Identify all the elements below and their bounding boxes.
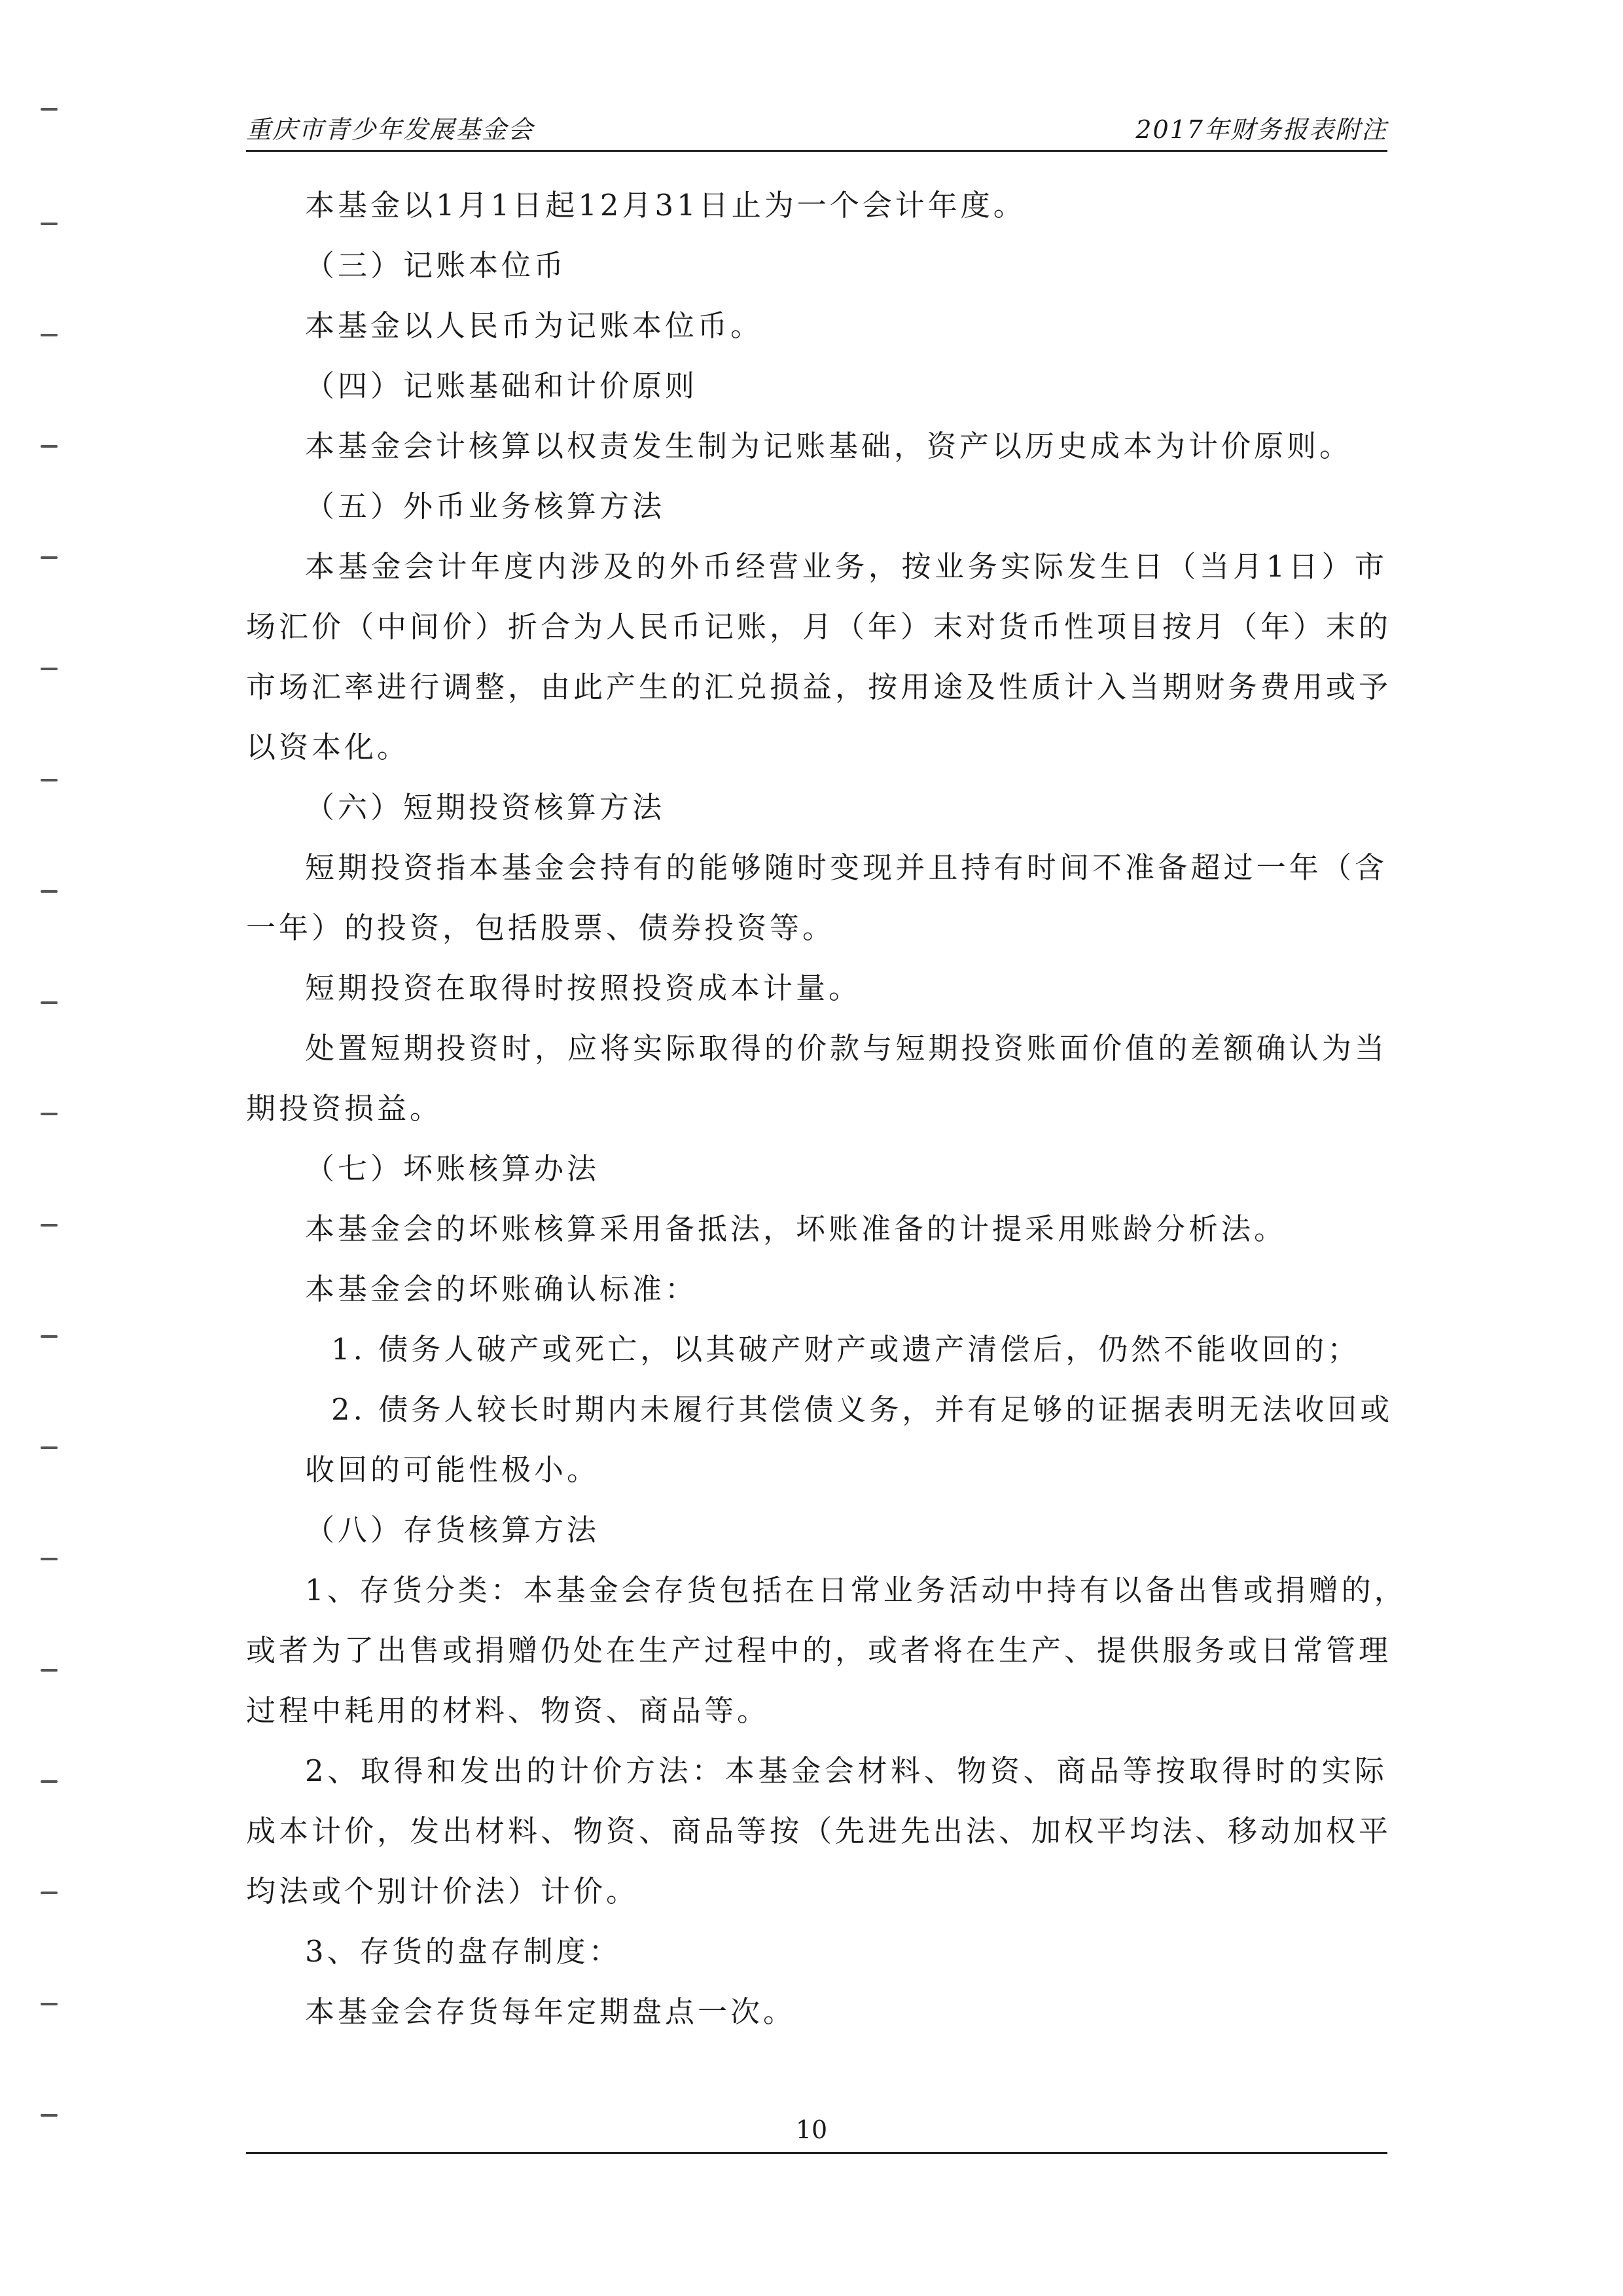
section-heading: （八）存货核算方法: [305, 1513, 600, 1547]
binding-mark: [41, 1558, 58, 1560]
paragraph-line: 处置短期投资时，应将实际取得的价款与短期投资账面价值的差额确认为当: [305, 1031, 1387, 1066]
binding-mark: [41, 556, 58, 559]
binding-mark: [41, 1669, 58, 1672]
binding-mark: [41, 1113, 58, 1115]
paragraph-line: 以资本化。: [246, 730, 410, 764]
binding-mark: [41, 445, 58, 448]
paragraph-line: 1、存货分类：本基金会存货包括在日常业务活动中持有以备出售或捐赠的，: [305, 1573, 1407, 1607]
list-item: 1. 债务人破产或死亡，以其破产财产或遗产清偿后，仍然不能收回的；: [331, 1332, 1361, 1367]
paragraph-line: 2、取得和发出的计价方法：本基金会材料、物资、商品等按取得时的实际: [305, 1753, 1387, 1788]
binding-mark: [41, 334, 58, 336]
binding-mark: [41, 108, 58, 111]
paragraph-line: 本基金会计年度内涉及的外币经营业务，按业务实际发生日（当月1日）市: [305, 549, 1387, 584]
binding-mark: [41, 223, 58, 225]
binding-mark: [41, 779, 58, 781]
paragraph-line: 本基金会存货每年定期盘点一次。: [305, 1994, 796, 2029]
footer-rule: [246, 2152, 1387, 2154]
section-heading: （七）坏账核算办法: [305, 1151, 600, 1186]
paragraph-line: 过程中耗用的材料、物资、商品等。: [246, 1693, 770, 1728]
paragraph-line: 本基金会的坏账核算采用备抵法，坏账准备的计提采用账龄分析法。: [305, 1211, 1287, 1246]
section-heading: （五）外币业务核算方法: [305, 489, 666, 524]
binding-hole-marks: [0, 0, 79, 2296]
binding-mark: [41, 1446, 58, 1449]
paragraph-line: 一年）的投资，包括股票、债券投资等。: [246, 910, 836, 945]
header-rule: [246, 150, 1387, 152]
list-item: 2. 债务人较长时期内未履行其偿债义务，并有足够的证据表明无法收回或: [331, 1392, 1393, 1427]
section-heading: （六）短期投资核算方法: [305, 790, 666, 825]
paragraph-line: 市场汇率进行调整，由此产生的汇兑损益，按用途及性质计入当期财务费用或予: [246, 670, 1392, 704]
header-report-title: 2017年财务报表附注: [1135, 115, 1387, 144]
paragraph-line: 3、存货的盘存制度：: [305, 1934, 622, 1969]
paragraph-line: 成本计价，发出材料、物资、商品等按（先进先出法、加权平均法、移动加权平: [246, 1814, 1392, 1848]
paragraph-line: 本基金以人民币为记账本位币。: [305, 308, 764, 343]
paragraph-line: 本基金会计核算以权责发生制为记账基础，资产以历史成本为计价原则。: [305, 429, 1353, 463]
paragraph-line: 短期投资在取得时按照投资成本计量。: [305, 971, 862, 1005]
section-heading: （三）记账本位币: [305, 248, 567, 283]
binding-mark: [41, 2003, 58, 2005]
binding-mark: [41, 1780, 58, 1783]
paragraph-line: 本基金会的坏账确认标准：: [305, 1272, 698, 1306]
paragraph-line: 本基金以1月1日起12月31日止为一个会计年度。: [305, 188, 1026, 223]
page-header: [246, 113, 1387, 152]
page-number: 10: [795, 2115, 828, 2144]
list-item: 收回的可能性极小。: [305, 1452, 600, 1487]
paragraph-line: 短期投资指本基金会持有的能够随时变现并且持有时间不准备超过一年（含: [305, 850, 1387, 885]
header-organization: 重庆市青少年发展基金会: [246, 115, 535, 144]
binding-mark: [41, 1224, 58, 1227]
binding-mark: [41, 890, 58, 893]
binding-mark: [41, 668, 58, 670]
binding-mark: [41, 1001, 58, 1004]
paragraph-line: 均法或个别计价法）计价。: [246, 1874, 639, 1909]
paragraph-line: 场汇价（中间价）折合为人民币记账，月（年）末对货币性项目按月（年）末的: [246, 609, 1392, 644]
section-heading: （四）记账基础和计价原则: [305, 368, 698, 403]
document-body: [246, 175, 1407, 2042]
binding-mark: [41, 1892, 58, 1894]
paragraph-line: 或者为了出售或捐赠仍处在生产过程中的，或者将在生产、提供服务或日常管理: [246, 1633, 1392, 1668]
paragraph-line: 期投资损益。: [246, 1091, 443, 1126]
binding-mark: [41, 1335, 58, 1338]
